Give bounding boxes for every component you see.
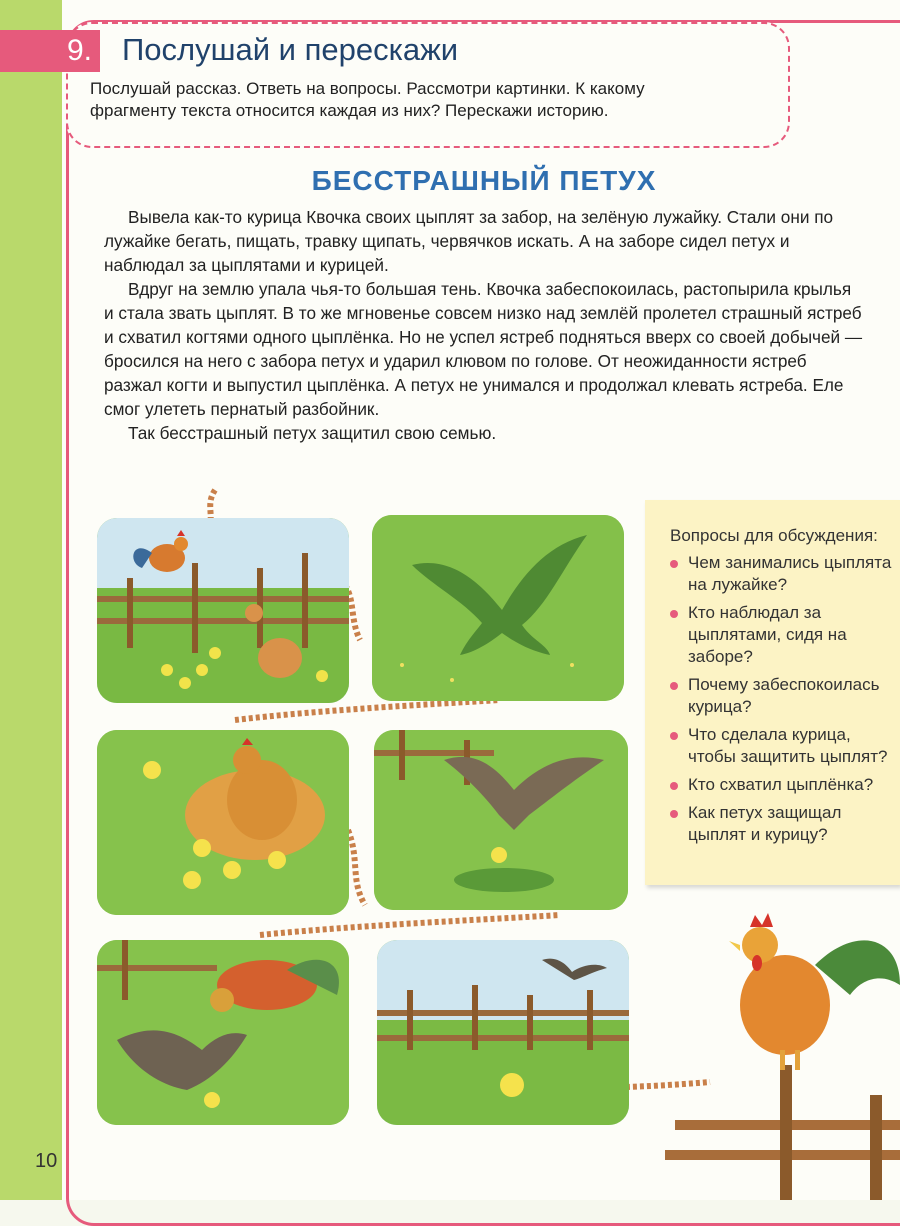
question-item: Чем занимались цыплята на лужайке?	[668, 552, 900, 596]
story-paragraph: Вывела как-то курица Квочка своих цыплят за забор, на зелёную лужайку. Стали они по лужайке бегать, пищать, травку щипать, червячков искать. А на заборе сидел петух и наблюдал за цыплятами и курицей.	[104, 207, 834, 275]
picture-hawk-flies-away	[377, 940, 629, 1125]
picture-rooster-watching	[97, 518, 349, 703]
picture-rooster-attacks	[97, 940, 349, 1125]
task-title: Послушай и перескажи	[122, 32, 459, 67]
task-number: 9.	[0, 30, 100, 72]
question-item: Кто наблюдал за цыплятами, сидя на заборе?	[668, 602, 900, 668]
page-number: 10	[35, 1150, 58, 1172]
task-instruction: Послушай рассказ. Ответь на вопросы. Рассмотри картинки. К какому фрагменту текста относится каждая из них? Перескажи историю.	[90, 79, 645, 120]
scene-2-illustration	[372, 515, 624, 701]
questions-list	[668, 552, 900, 852]
story-title: БЕССТРАШНЫЙ ПЕТУХ	[311, 165, 657, 196]
question-item: Как петух защищал цыплят и курицу?	[668, 802, 900, 846]
scene-6-illustration	[377, 940, 629, 1125]
question-item: Почему забеспокоилась курица?	[668, 674, 900, 718]
scene-4-illustration	[374, 730, 628, 910]
scene-5-illustration	[97, 940, 349, 1125]
picture-hawk-shadow	[372, 515, 624, 701]
story-paragraph: Так бесстрашный петух защитил свою семью.	[128, 423, 497, 443]
picture-hen-protecting	[97, 730, 349, 915]
scene-3-illustration	[97, 730, 349, 915]
question-item: Что сделала курица, чтобы защитить цыплят?	[668, 724, 900, 768]
story-paragraph: Вдруг на землю упала чья-то большая тень. Квочка забеспокоилась, растопырила крылья и стала звать цыплят. В то же мгновенье совсем низко над землёй пролетел страшный ястреб и схватил когтями одного цыплёнка. Но не успел ястреб подняться вверх со своей добычей — бросился на него с забора петух и ударил клювом по голове. От неожиданности ястреб разжал когти и выпустил цыплёнка. А петух не унимался и продолжал клевать ястреба. Еле смог улететь пернатый разбойник.	[104, 279, 863, 419]
question-item: Кто схватил цыплёнка?	[668, 774, 900, 796]
rooster-illustration	[665, 905, 900, 1200]
scene-1-illustration	[97, 518, 349, 703]
questions-title: Вопросы для обсуждения:	[670, 526, 878, 545]
picture-hawk-catching	[374, 730, 628, 910]
